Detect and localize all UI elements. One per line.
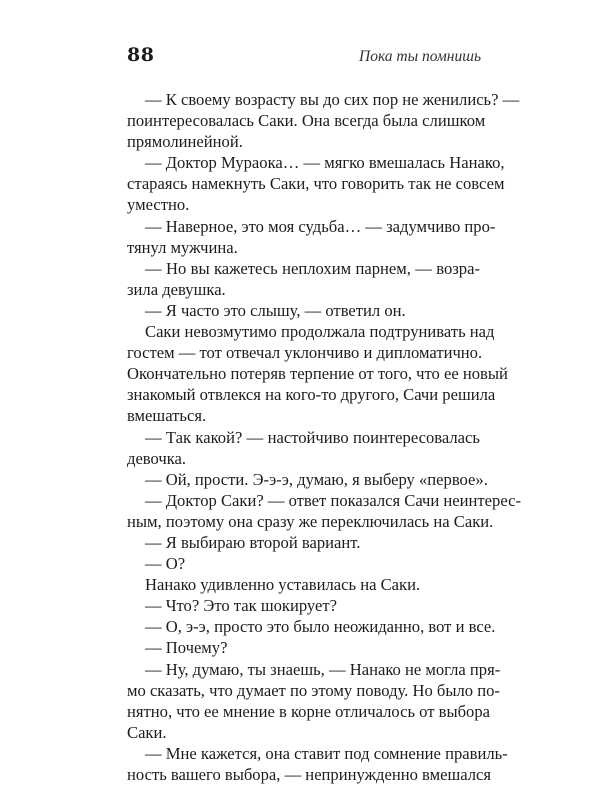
text-line: — О, э-э, просто это было неожиданно, вот и все.	[145, 617, 496, 637]
text-line: — Доктор Мураока… — мягко вмешалась Нанако,	[145, 153, 505, 173]
text-line: мо сказать, что думает по этому поводу. Но было по-	[127, 680, 500, 700]
text-line: — Я часто это слышу, — ответил он.	[145, 300, 406, 320]
text-line: Саки.	[127, 722, 167, 742]
text-line: уместно.	[127, 195, 190, 215]
text-line: ным, поэтому она сразу же переключилась на Саки.	[127, 511, 494, 531]
text-line: прямолинейной.	[127, 132, 243, 152]
text-line: поинтересовалась Саки. Она всегда была слишком	[127, 111, 486, 131]
text-line: тянул мужчина.	[127, 237, 238, 257]
text-line: — К своему возрасту вы до сих пор не женились? —	[145, 90, 520, 109]
text-line: — Но вы кажетесь неплохим парнем, — возра-	[145, 258, 480, 278]
text-line: вмешаться.	[127, 406, 207, 426]
text-line: — О?	[145, 554, 186, 574]
body-text	[127, 89, 522, 785]
text-line: — Ой, прости. Э-э-э, думаю, я выберу «первое».	[145, 469, 488, 489]
text-line: — Наверное, это моя судьба… — задумчиво про-	[145, 216, 496, 236]
text-line: — Ну, думаю, ты знаешь, — Нанако не могла пря-	[145, 659, 501, 679]
text-line: стараясь намекнуть Саки, что говорить так не совсем	[127, 174, 505, 194]
running-title: Пока ты помнишь	[359, 48, 481, 65]
text-line: — Доктор Саки? — ответ показался Сачи неинтерес-	[145, 490, 522, 510]
text-line: знакомый отвлекся на кого-то другого, Сачи решила	[127, 385, 496, 405]
text-line: Саки невозмутимо продолжала подтрунивать над	[145, 322, 495, 342]
text-line: нятно, что ее мнение в корне отличалось от выбора	[127, 701, 491, 721]
text-line: гостем — тот отвечал уклончиво и дипломатично.	[127, 343, 483, 363]
text-line: зила девушка.	[127, 279, 226, 299]
text-line: — Почему?	[145, 638, 228, 658]
text-line: девочка.	[127, 448, 187, 468]
text-line: — Я выбираю второй вариант.	[145, 532, 361, 552]
text-line: Окончательно потеряв терпение от того, что ее новый	[127, 364, 508, 384]
running-head	[127, 44, 481, 74]
text-line: — Что? Это так шокирует?	[145, 596, 337, 616]
text-line: ность вашего выбора, — непринужденно вмешался	[127, 765, 492, 784]
page-number: 88	[127, 44, 155, 66]
text-line: Нанако удивленно уставилась на Саки.	[145, 575, 421, 595]
text-line: — Мне кажется, она ставит под сомнение правиль-	[145, 743, 508, 763]
text-line: — Так какой? — настойчиво поинтересовалась	[145, 427, 480, 447]
